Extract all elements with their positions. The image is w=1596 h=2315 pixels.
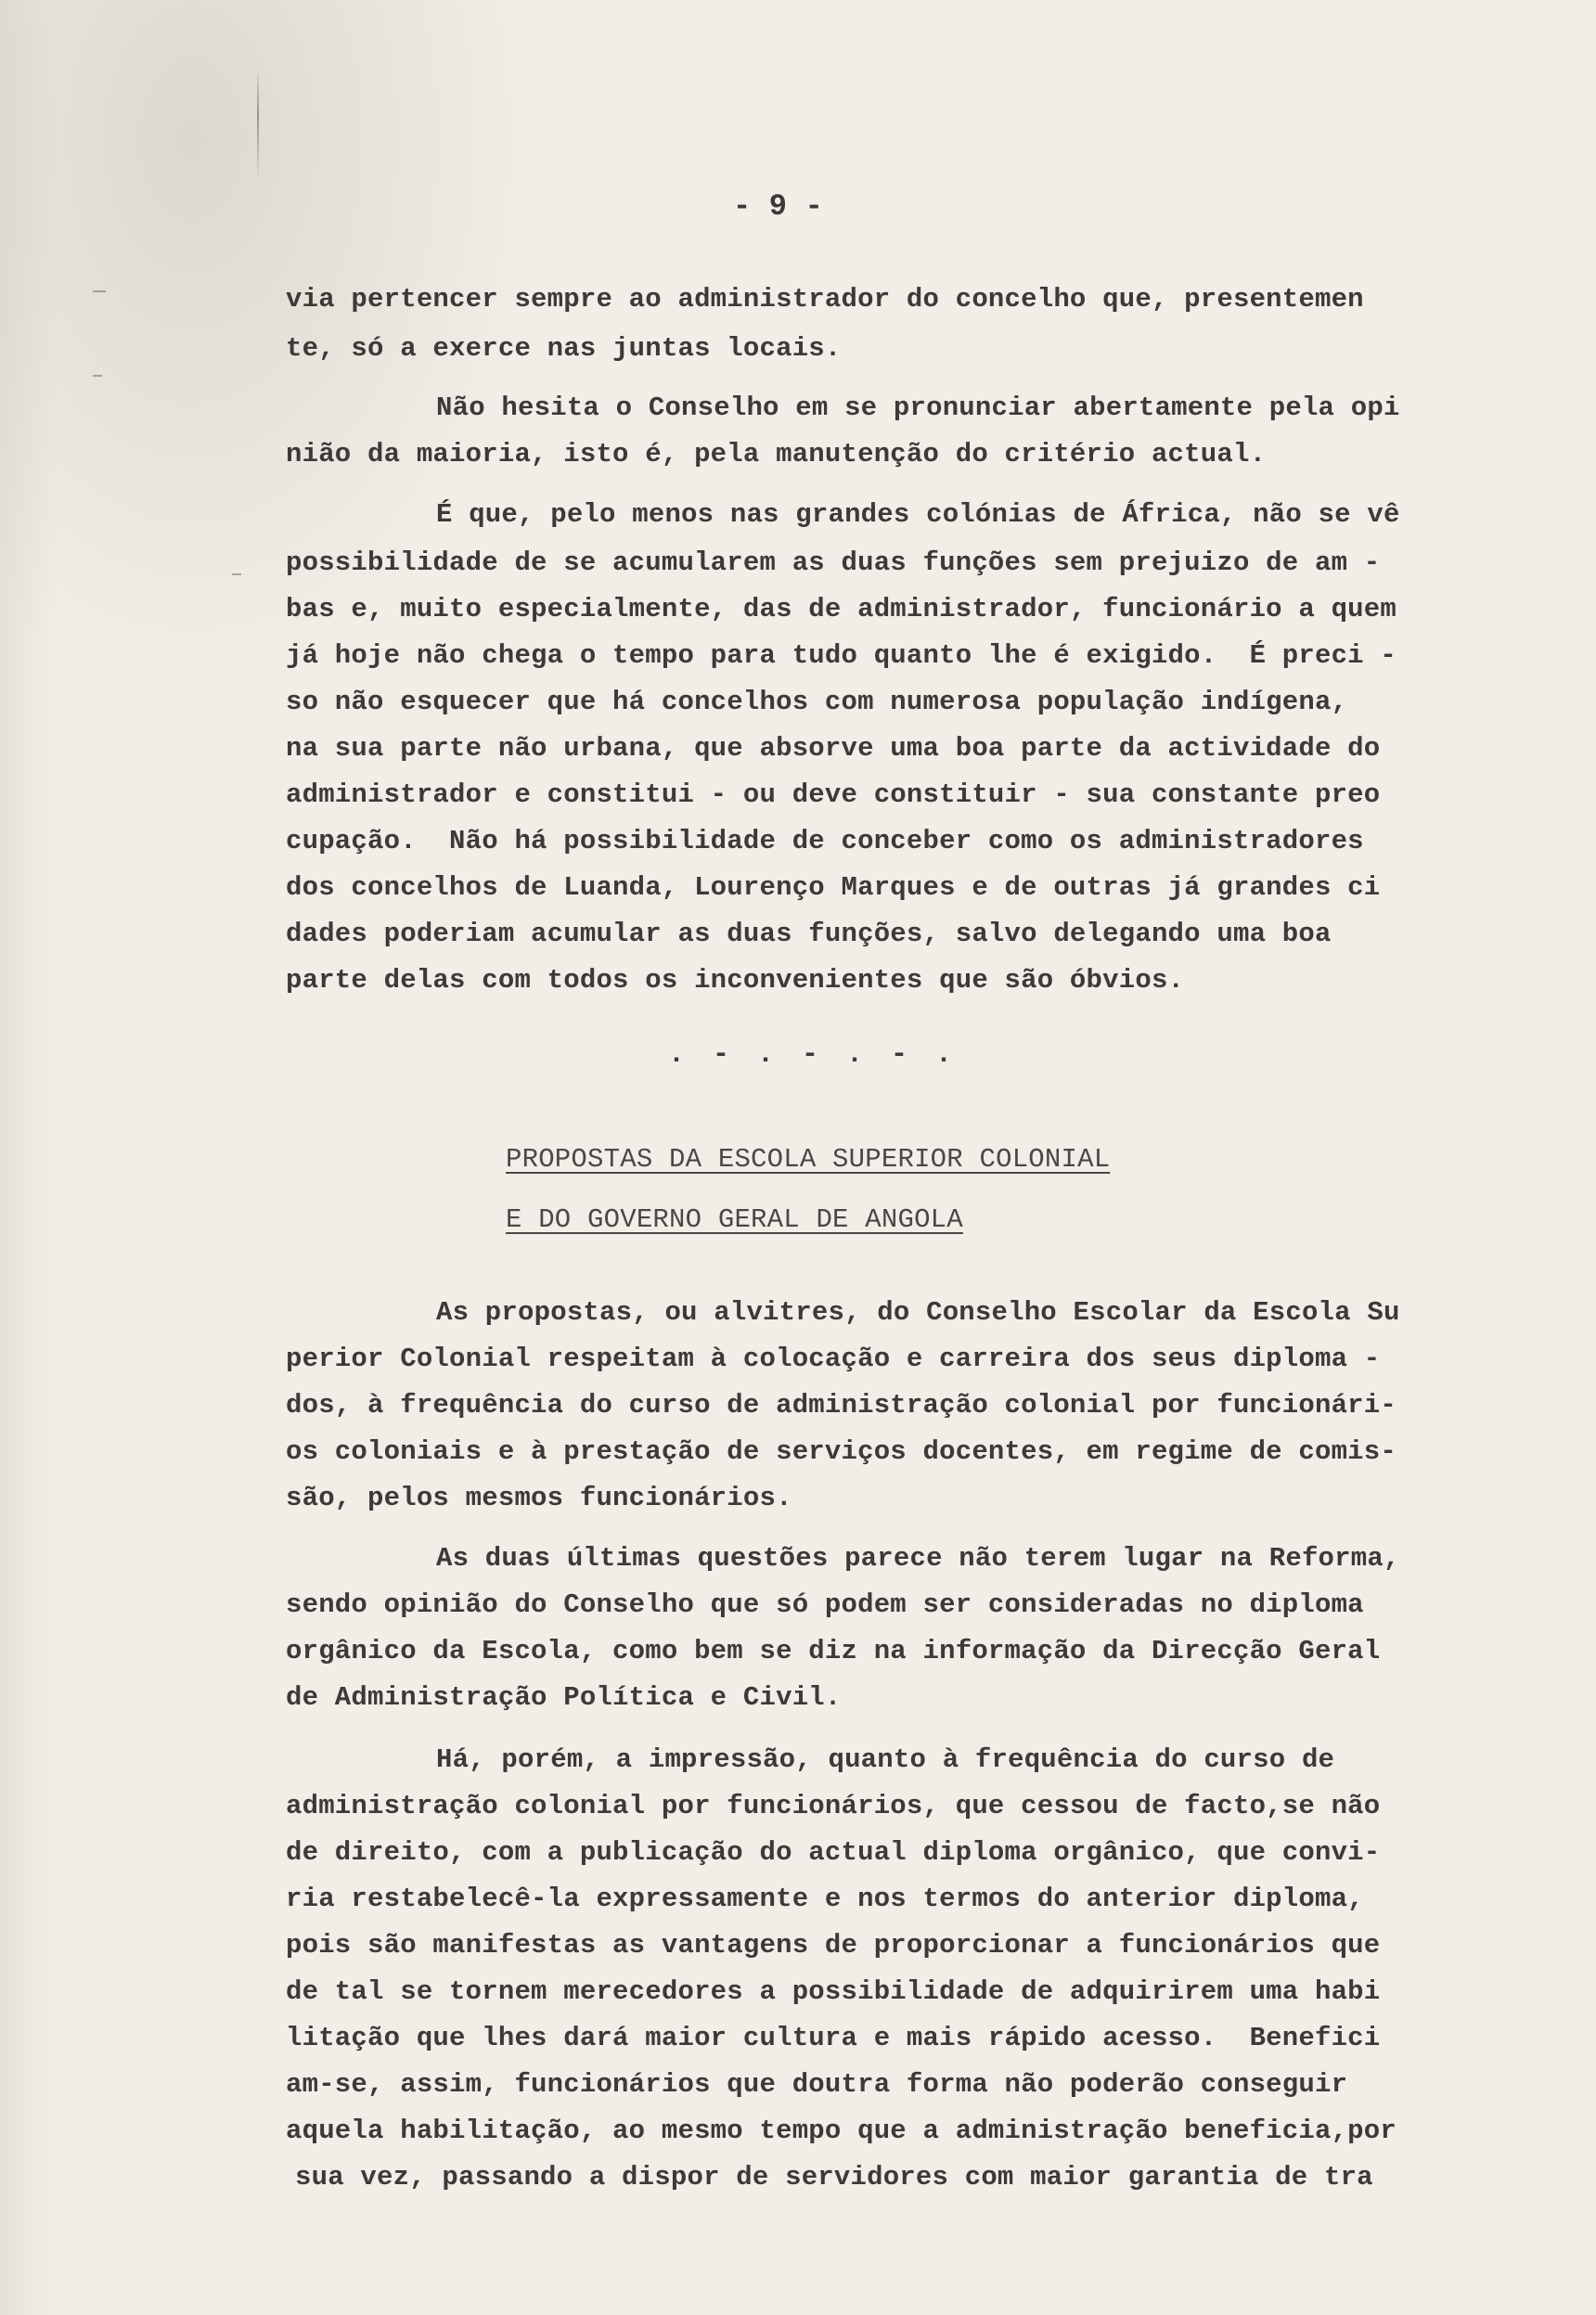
section-heading-line-1: PROPOSTAS DA ESCOLA SUPERIOR COLONIAL: [506, 1144, 1111, 1175]
text-line: sendo opinião do Conselho que só podem ser consideradas no diploma: [286, 1589, 1364, 1620]
section-heading-line-2: E DO GOVERNO GERAL DE ANGOLA: [506, 1204, 963, 1235]
margin-crease-mark: [257, 70, 259, 181]
text-line: nião da maioria, isto é, pela manutenção do critério actual.: [286, 439, 1267, 469]
text-line: bas e, muito especialmente, das de administrador, funcionário a quem: [286, 594, 1396, 624]
text-line: As duas últimas questões parece não terem lugar na Reforma,: [436, 1543, 1400, 1574]
text-line: administrador e constitui - ou deve constituir - sua constante preo: [286, 779, 1381, 810]
text-line: via pertencer sempre ao administrador do concelho que, presentemen: [286, 284, 1364, 315]
text-line: de direito, com a publicação do actual diploma orgânico, que convi-: [286, 1837, 1381, 1868]
text-line: são, pelos mesmos funcionários.: [286, 1483, 792, 1513]
text-line: dos, à frequência do curso de administração colonial por funcionári-: [286, 1390, 1396, 1421]
text-line: so não esquecer que há concelhos com numerosa população indígena,: [286, 687, 1348, 717]
text-line: dades poderiam acumular as duas funções, salvo delegando uma boa: [286, 919, 1332, 949]
text-line: litação que lhes dará maior cultura e mais rápido acesso. Benefici: [286, 2023, 1381, 2053]
text-line: os coloniais e à prestação de serviços docentes, em regime de comis-: [286, 1436, 1396, 1467]
text-line: pois são manifestas as vantagens de proporcionar a funcionários que: [286, 1930, 1381, 1961]
text-line: possibilidade de se acumularem as duas funções sem prejuizo de am -: [286, 547, 1381, 578]
text-line: ria restabelecê-la expressamente e nos termos do anterior diploma,: [286, 1884, 1364, 1914]
text-line: parte delas com todos os inconvenientes que são óbvios.: [286, 965, 1185, 996]
text-line: de tal se tornem merecedores a possibilidade de adquirirem uma habi: [286, 1976, 1381, 2007]
margin-tick-mark: [93, 290, 106, 292]
text-line: Não hesita o Conselho em se pronunciar abertamente pela opi: [436, 392, 1400, 423]
text-line: Há, porém, a impressão, quanto à frequência do curso de: [436, 1744, 1335, 1775]
margin-tick-mark: [93, 375, 102, 377]
text-line: perior Colonial respeitam à colocação e carreira dos seus diploma -: [286, 1344, 1381, 1374]
text-line: As propostas, ou alvitres, do Conselho Escolar da Escola Su: [436, 1297, 1400, 1328]
text-line: cupação. Não há possibilidade de conceber como os administradores: [286, 826, 1364, 856]
text-line: dos concelhos de Luanda, Lourenço Marques e de outras já grandes ci: [286, 872, 1381, 903]
margin-tick-mark: [232, 573, 241, 575]
text-line: te, só a exerce nas juntas locais.: [286, 333, 842, 364]
text-line: aquela habilitação, ao mesmo tempo que a administração beneficia,por: [286, 2116, 1396, 2146]
text-line: de Administração Política e Civil.: [286, 1682, 842, 1713]
text-line: já hoje não chega o tempo para tudo quanto lhe é exigido. É preci -: [286, 640, 1396, 671]
text-line: administração colonial por funcionários, que cessou de facto,se não: [286, 1791, 1381, 1821]
section-separator: . - . - . - .: [668, 1039, 959, 1071]
text-line: É que, pelo menos nas grandes colónias de África, não se vê: [436, 499, 1400, 530]
text-line: sua vez, passando a dispor de servidores com maior garantia de tra: [295, 2162, 1373, 2193]
text-line: na sua parte não urbana, que absorve uma boa parte da actividade do: [286, 733, 1381, 764]
text-line: am-se, assim, funcionários que doutra forma não poderão conseguir: [286, 2069, 1348, 2100]
text-line: orgânico da Escola, como bem se diz na informação da Direcção Geral: [286, 1636, 1381, 1666]
page-number: - 9 -: [733, 189, 824, 224]
